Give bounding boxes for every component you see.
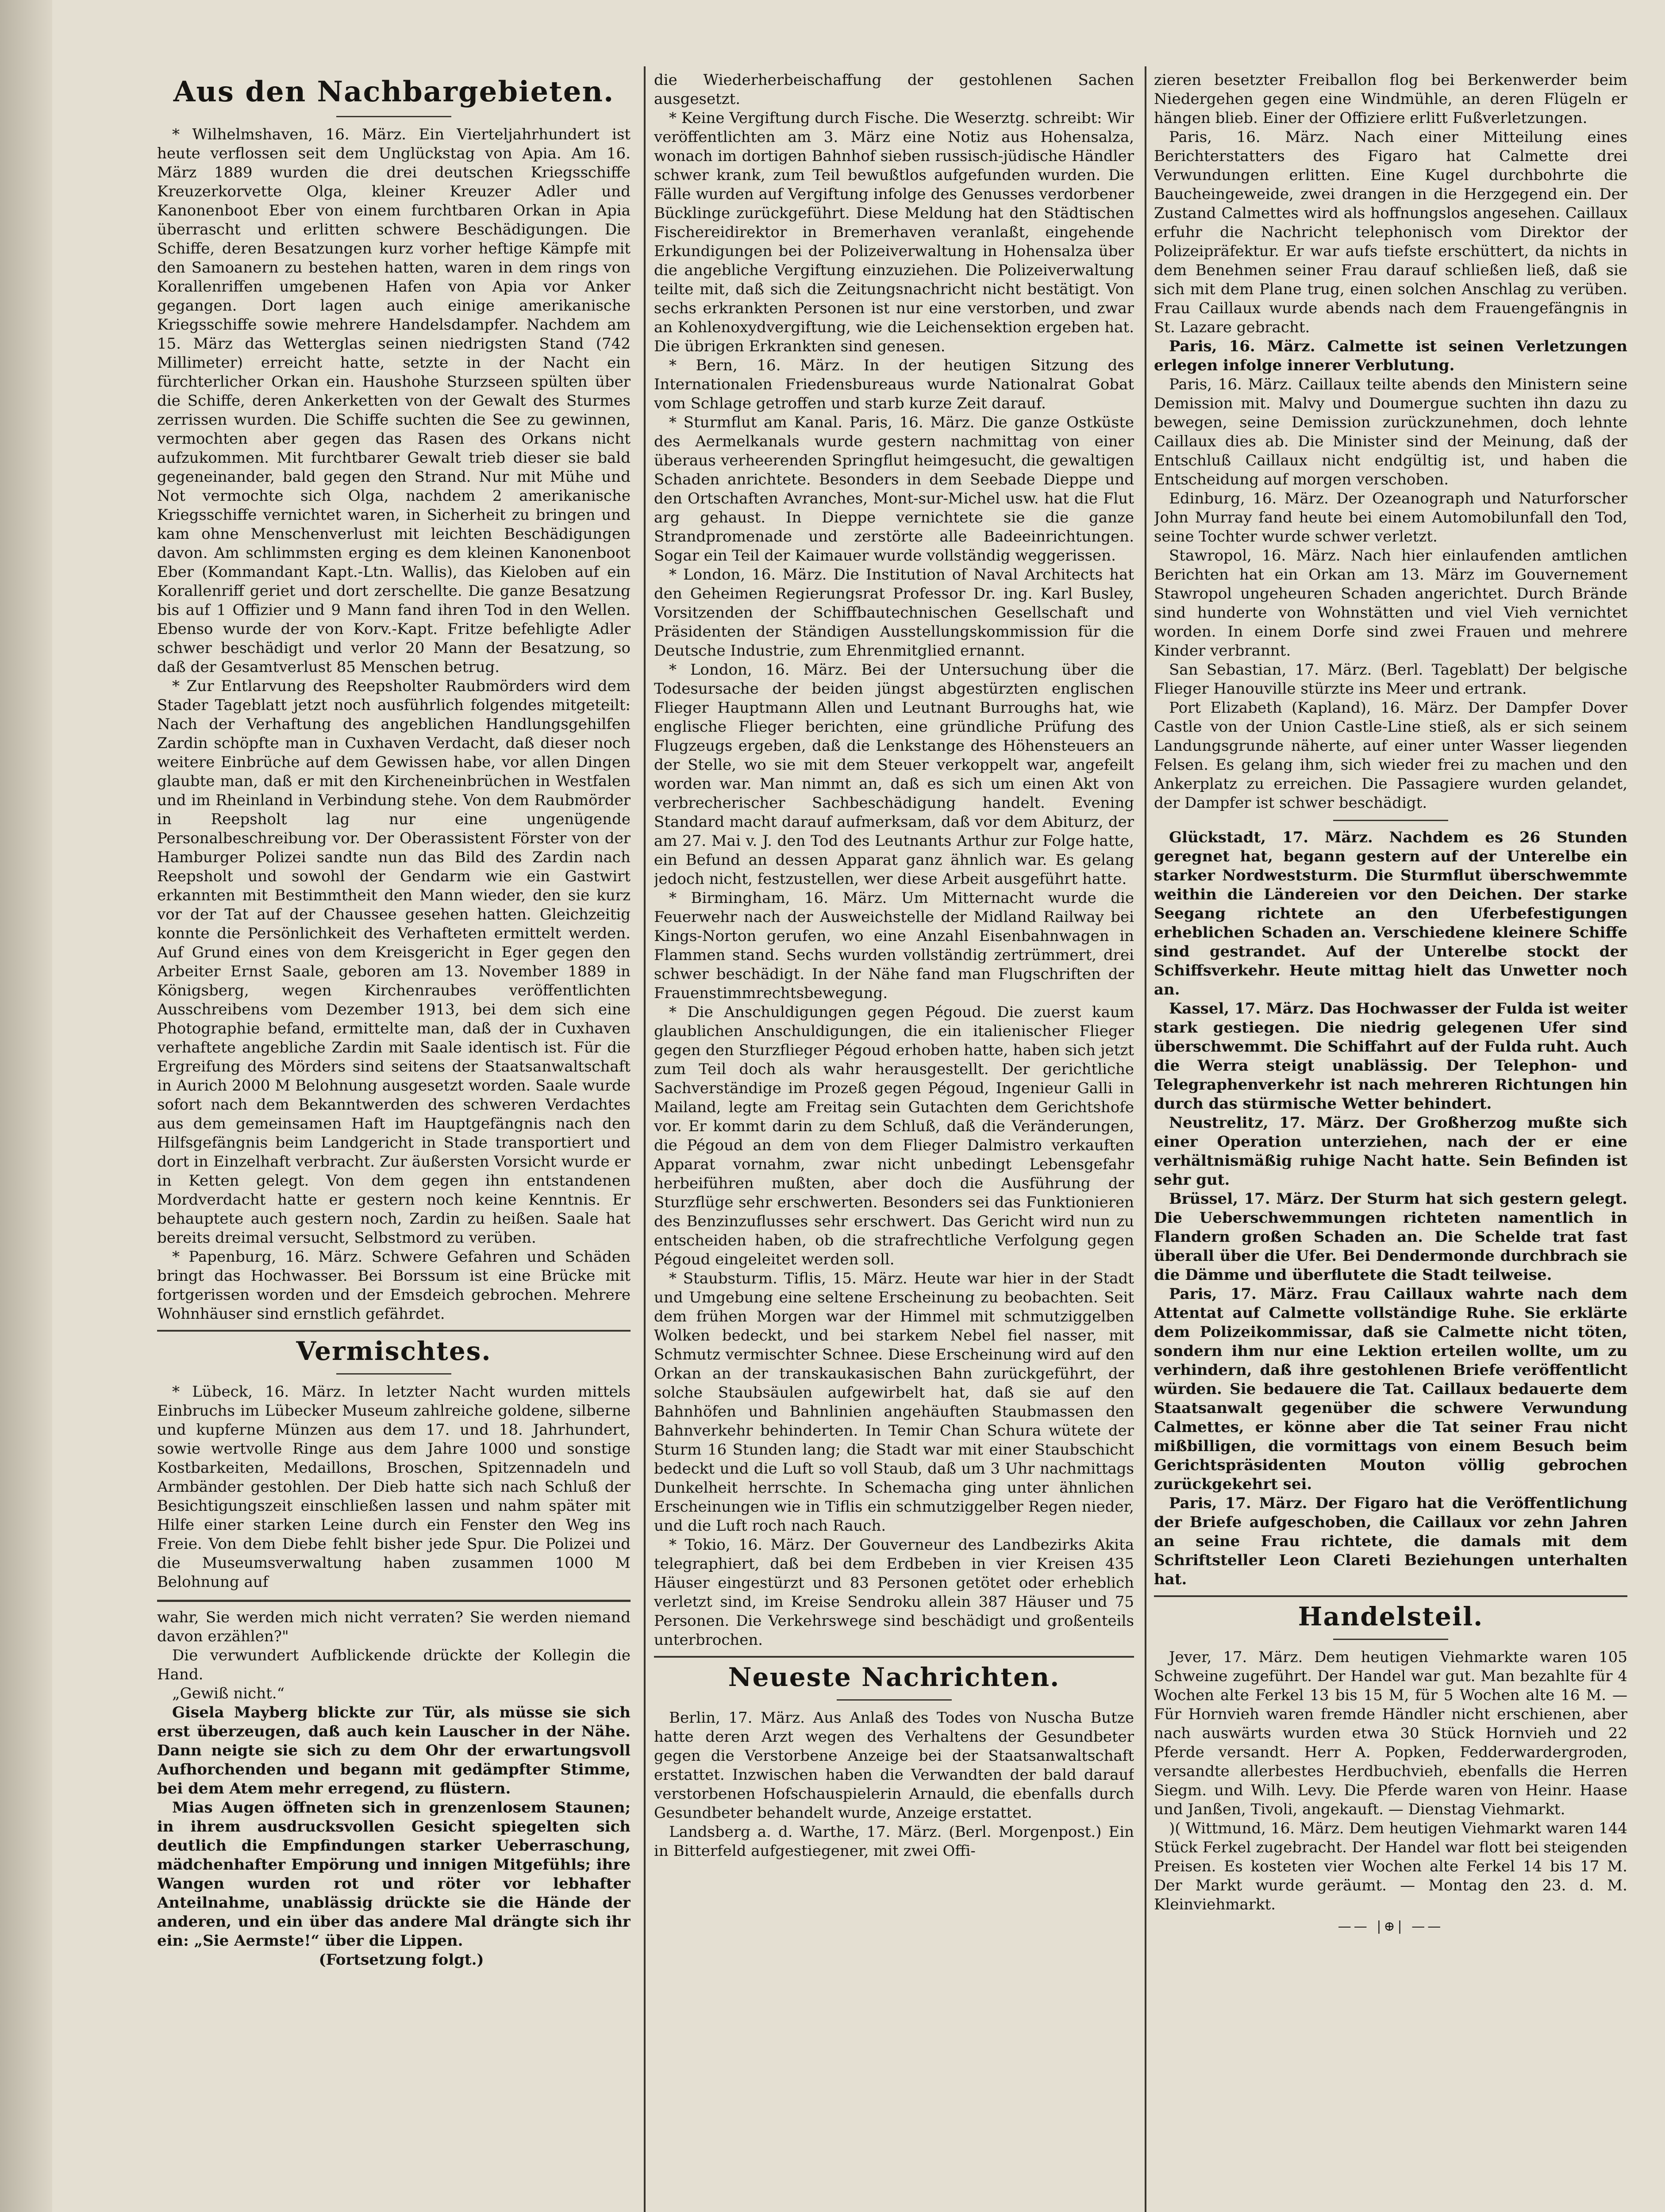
article-paris-5: Paris, 17. März. Der Figaro hat die Veröffentlichung der Briefe aufgeschoben, die Caillaux vor zehn Jahren an seine Frau richtete, die damals mit dem Schriftsteller Leon Clareti Beziehungen unterhalten hat. (1154, 1494, 1627, 1588)
heading-rule (837, 1699, 952, 1701)
article-tokio: * Tokio, 16. März. Der Gouverneur des Landbezirks Akita telegraphiert, daß bei dem Erdbeben in vier Kreisen 435 Häuser eingestürzt und 83 Personen getötet oder erheblich verletzt sind, im Kreise Sendroku allein 387 Häuser und 75 Personen. Die Verkehrswege sind beschädigt und großenteils unterbrochen. (654, 1536, 1134, 1649)
continued-note: (Fortsetzung folgt.) (319, 1951, 484, 1969)
article-continuation: die Wiederherbeischaffung der gestohlenen Sachen ausgesetzt. (654, 71, 1134, 108)
section-heading-nachbargebiete: Aus den Nachbargebieten. (173, 75, 615, 108)
column-3 (1154, 71, 1627, 2212)
article-birmingham: * Birmingham, 16. März. Um Mitternacht wurde die Feuerwehr nach der Ausweichstelle der Midland Railway bei Kings-Norton gerufen, wo eine Anzahl Eisenbahnwagen in Flammen stand. Sechs wurden vollständig zertrümmert, drei schwer beschädigt. In der Nähe fand man Flugschriften der Frauenstimmrechtsbewegung. (654, 889, 1134, 1002)
article-paris-2: Paris, 16. März. Calmette ist seinen Verletzungen erlegen infolge innerer Verblutung. (1154, 338, 1627, 374)
article-glueckstadt: Glückstadt, 17. März. Nachdem es 26 Stunden geregnet hat, begann gestern auf der Unterelbe ein starker Nordweststurm. Die Sturmflut überschwemmte weithin die Ländereien vor den Deichen. Der starke Seegang richtete an den Uferbefestigungen erheblichen Schaden an. Verschiedene kleinere Schiffe sind gestrandet. Auf der Unterelbe stockt der Schiffsverkehr. Heute mittag hielt das Unwetter noch an. (1154, 829, 1627, 998)
novel-text-4: Gisela Mayberg blickte zur Tür, als müsse sie sich erst überzeugen, daß auch kein Lauscher in der Nähe. Dann neigte sie sich zu dem Ohr der erwartungsvoll Aufhorchenden und begann mit gedämpfter Stimme, bei dem Atem mehr erregend, zu flüstern. (157, 1704, 631, 1797)
novel-text-5: Mias Augen öffneten sich in grenzenlosem Staunen; in ihrem ausdrucksvollen Gesicht spiegelten sich deutlich die Empfindungen starker Ueberraschung, mädchenhafter Empörung und innigen Mitgefühls; ihre Wangen wurden rot und röter vor lebhafter Anteilnahme, unablässig drückte sie die Hände der anderen, und ein über das andere Mal drängte sich ihr ein: „Sie Aermste!“ über die Lippen. (157, 1799, 631, 1950)
article-pegoud: * Die Anschuldigungen gegen Pégoud. Die zuerst kaum glaublichen Anschuldigungen, die ein italienischer Flieger gegen den Sturzflieger Pégoud erhoben hatte, haben sich jetzt zum Teil doch als wahr herausgestellt. Der gerichtliche Sachverständige im Prozeß gegen Pégoud, Ingenieur Galli in Mailand, legte am Freitag sein Gutachten dem Gerichtshofe vor. Er kommt darin zu dem Schluß, daß die Veränderungen, die Pégoud an dem von dem Flieger Dalmistro verkauften Apparat vornahm, zwar nicht unbedingt Lebensgefahr herbeiführen mußten, aber doch die Ausführung der Sturzflüge sehr erschwerten. Besonders sei das Funktionieren des Benzinzuflusses sehr erschwert. Das Gericht wird nun zu entscheiden haben, ob die strafrechtliche Verfolgung gegen Pégoud eingeleitet werden soll. (654, 1003, 1134, 1268)
article-sturmflut: * Sturmflut am Kanal. Paris, 16. März. Die ganze Ostküste des Aermelkanals wurde gestern nachmittag von einer überaus verheerenden Springflut heimgesucht, die gewaltigen Schaden anrichtete. Besonders in dem Seebade Dieppe und den Ortschaften Avranches, Mont-sur-Michel usw. hat die Flut arg gehaust. In Dieppe vernichtete sie die ganze Strandpromenade und zerstörte alle Badeeinrichtungen. Sogar ein Teil der Kaimauer wurde vollständig weggerissen. (654, 414, 1134, 565)
heading-rule (1333, 1639, 1448, 1640)
article-paris-4: Paris, 17. März. Frau Caillaux wahrte nach dem Attentat auf Calmette vollständige Ruhe. Sie erklärte dem Polizeikommissar, daß sie Calmette nicht töten, sondern ihm nur eine Lektion erteilen wollte, um zu verhindern, daß ihre gestohlenen Briefe veröffentlicht würden. Sie bedauere die Tat. Caillaux bedauerte dem Staatsanwalt gegenüber die schwere Verwundung Calmettes, er könne aber die Tat seiner Frau nicht mißbilligen, die vormittags von einem Besuch beim Gerichtspräsidenten Mouton völlig gebrochen zurückgekehrt sei. (1154, 1285, 1627, 1493)
end-ornament: —— |⊕| —— (1338, 1919, 1444, 1934)
article-freiballon: zieren besetzter Freiballon flog bei Berkenwerder beim Niedergehen gegen eine Windmühle, an deren Flügeln er hängen blieb. Einer der Offiziere erlitt Fußverletzungen. (1154, 71, 1627, 127)
article-paris-3: Paris, 16. März. Caillaux teilte abends den Ministern seine Demission mit. Malvy und Doumergue suchten ihn dazu zu bewegen, seine Demission zurückzunehmen, doch lehnte Caillaux dies ab. Die Minister sind der Meinung, daß der Entschluß Caillaux nicht endgültig ist, und haben die Entscheidung auf morgen verschoben. (1154, 376, 1627, 488)
article-paris-1: Paris, 16. März. Nach einer Mitteilung eines Berichterstatters des Figaro hat Calmette drei Verwundungen erlitten. Eine Kugel durchbohrte die Baucheingeweide, zwei drangen in die Herzgegend ein. Der Zustand Calmettes wird als hoffnungslos angesehen. Caillaux erfuhr die Nachricht telephonisch vom Direktor der Polizeipräfektur. Er war aufs tiefste erschüttert, da nichts in dem Benehmen seiner Frau darauf schließen ließ, daß sie sich mit dem Plane trug, einen solchen Anschlag zu verüben. Frau Caillaux wurde abends nach dem Frauengefängnis in St. Lazare gebracht. (1154, 128, 1627, 336)
article-luebeck: * Lübeck, 16. März. In letzter Nacht wurden mittels Einbruchs im Lübecker Museum zahlreiche goldene, silberne und kupferne Münzen aus dem 17. und 18. Jahrhundert, sowie wertvolle Ringe aus dem Jahre 1000 und sonstige Kostbarkeiten, Medaillons, Broschen, Spitzennadeln und Armbänder gestohlen. Der Dieb hatte sich nach Schluß der Besichtigungszeit einschließen lassen und nahm später mit Hilfe einer starken Leine durch ein Fenster den Weg ins Freie. Von dem Diebe fehlt bisher jede Spur. Die Polizei und die Museumsverwaltung haben zusammen 1000 M Belohnung auf (157, 1383, 631, 1591)
article-stawropol: Stawropol, 16. März. Nach hier einlaufenden amtlichen Berichten hat ein Orkan am 13. März im Gouvernement Stawropol ungeheuren Schaden angerichtet. Durch Brände sind hunderte von Wohnstätten und viel Vieh vernichtet worden. In einem Dorfe sind zwei Frauen und mehrere Kinder verbrannt. (1154, 547, 1627, 660)
novel-text-3: „Gewiß nicht.“ (172, 1685, 285, 1702)
section-divider (157, 1330, 631, 1332)
article-papenburg: * Papenburg, 16. März. Schwere Gefahren und Schäden bringt das Hochwasser. Bei Borssum ist eine Brücke mit fortgerissen worden und der Emsdeich gebrochen. Mehrere Wohnhäuser sind ernstlich gefährdet. (157, 1248, 631, 1323)
section-heading-handelsteil: Handelsteil. (1298, 1601, 1484, 1632)
column-divider-2 (1145, 66, 1146, 2212)
article-wilhelmshaven: * Wilhelmshaven, 16. März. Ein Vierteljahrhundert ist heute verflossen seit dem Unglückstag von Apia. Am 16. März 1889 wurden die drei deutschen Kriegsschiffe Kreuzerkorvette Olga, kleiner Kreuzer Adler und Kanonenboot Eber von einem furchtbaren Orkan in Apia überrascht und erlitten schwere Beschädigungen. Die Schiffe, deren Besatzungen kurz vorher heftige Kämpfe mit den Samoanern zu bestehen hatten, waren in dem rings von Korallenriffen umgebenen Hafen von Apia vor Anker gegangen. Dort lagen auch einige amerikanische Kriegsschiffe sowie mehrere Handelsdampfer. Nachdem am 15. März das Wetterglas seinen niedrigsten Stand (742 Millimeter) erreicht hatte, setzte in der Nacht ein fürchterlicher Orkan ein. Haushohe Sturzseen spülten über die Schiffe, deren Ankerketten von der Gewalt des Sturmes zerrissen wurden. Die Schiffe suchten die See zu gewinnen, vermochten aber gegen das Rasen des Orkans nicht aufzukommen. Mit furchtbarer Gewalt trieb dieser sie bald gegeneinander, bald gegen den Strand. Nur mit Mühe und Not vermochte sich Olga, nachdem 2 amerikanische Kriegsschiffe vernichtet waren, in Sicherheit zu bringen und kam ohne Menschenverlust mit leichten Beschädigungen davon. Am schlimmsten erging es dem kleinen Kanonenboot Eber (Kommandant Kapt.-Ltn. Wallis), das Kieloben auf ein Korallenriff geriet und dort zerschellte. Die ganze Besatzung bis auf 1 Offizier und 9 Mann fand ihren Tod in den Wellen. Ebenso wurde der von Korv.-Kapt. Fritze befehligte Adler schwer beschädigt und verlor 20 Mann der Besatzung, so daß der Gesamtverlust 85 Menschen betrug. (157, 126, 631, 676)
article-jever: Jever, 17. März. Dem heutigen Viehmarkte waren 105 Schweine zugeführt. Der Handel war gut. Man bezahlte für 4 Wochen alte Ferkel 13 bis 15 M, für 5 Wochen alte 16 M. — Für Hornvieh waren fremde Händler nicht erschienen, aber nach auswärts wurden etwa 30 Stück Hornvieh und 22 Pferde versandt. Herr A. Popken, Fedderwardergroden, versandte allerbestes Herdbuchvieh, ebenfalls die Herren Siegm. und Wilh. Levy. Die Pferde waren von Heinr. Haase und Janßen, Tivoli, angekauft. — Dienstag Viehmarkt. (1154, 1648, 1627, 1818)
article-berlin: Berlin, 17. März. Aus Anlaß des Todes von Nuscha Butze hatte deren Arzt wegen des Verhaltens der Gesundbeter gegen die Verstorbene Anzeige bei der Staatsanwaltschaft erstattet. Inzwischen haben die Verwandten der bald darauf verstorbenen Hofschauspielerin Arnauld, die ebenfalls durch Gesundbeter behandelt wurde, Anzeige erstattet. (654, 1709, 1134, 1822)
article-london-1: * London, 16. März. Die Institution of Naval Architects hat den Geheimen Regierungsrat Professor Dr. ing. Karl Busley, Vorsitzenden der Schiffbautechnischen Gesellschaft und Präsidenten der Ständigen Ausstellungskommission für die Deutsche Industrie, zum Ehrenmitglied ernannt. (654, 566, 1134, 660)
article-bern: * Bern, 16. März. In der heutigen Sitzung des Internationalen Friedensbureaus wurde Nationalrat Gobat vom Schlage getroffen und starb kurze Zeit darauf. (654, 357, 1134, 412)
section-heading-vermischtes: Vermischtes. (296, 1336, 492, 1366)
article-kassel: Kassel, 17. März. Das Hochwasser der Fulda ist weiter stark gestiegen. Die niedrig gelegenen Ufer sind überschwemmt. Die Schiffahrt auf der Fulda ruht. Auch die Werra steigt unablässig. Der Telephon- und Telegraphenverkehr ist nach mehreren Richtungen hin durch das stürmische Wetter behindert. (1154, 1000, 1627, 1113)
article-bruessel: Brüssel, 17. März. Der Sturm hat sich gestern gelegt. Die Ueberschwemmungen richteten namentlich in Flandern großen Schaden an. Die Schelde trat fast überall über die Ufer. Bei Dendermonde durchbrach sie die Dämme und überflutete die Stadt teilweise. (1154, 1190, 1627, 1284)
article-edinburg: Edinburg, 16. März. Der Ozeanograph und Naturforscher John Murray fand heute bei einem Automobilunfall den Tod, seine Tochter wurde schwer verletzt. (1154, 490, 1627, 545)
column-2 (654, 71, 1134, 2212)
news-divider (1333, 820, 1448, 821)
article-port-elizabeth: Port Elizabeth (Kapland), 16. März. Der Dampfer Dover Castle von der Union Castle-Line stieß, als er sich seinem Landungsgrunde näherte, auf einer unter Wasser liegenden Felsen. Es gelang ihm, sich wieder frei zu machen und den Ankerplatz zu erreichen. Die Passagiere wurden gelandet, der Dampfer ist schwer beschädigt. (1154, 699, 1627, 812)
article-wittmund: )( Wittmund, 16. März. Dem heutigen Viehmarkt waren 144 Stück Ferkel zugebracht. Der Handel war flott bei steigenden Preisen. Es kosteten vier Wochen alte Ferkel 14 bis 17 M. Der Markt wurde geräumt. — Montag den 23. d. M. Kleinviehmarkt. (1154, 1820, 1627, 1913)
heading-rule (336, 116, 451, 117)
section-heading-neueste: Neueste Nachrichten. (728, 1662, 1060, 1692)
article-staubsturm: * Staubsturm. Tiflis, 15. März. Heute war hier in der Stadt und Umgebung eine seltene Erscheinung zu beobachten. Seit dem frühen Morgen war der Himmel mit schmutziggelben Wolken bedeckt, und bei starkem Nebel fiel nasser, mit Schmutz vermischter Schnee. Diese Erscheinung wird auf den Orkan an der transkaukasischen Bahn zurückgeführt, der solche Staubsäulen aufgewirbelt hat, daß sie auf den Bahnhöfen und Bahnlinien angehäuften Staubmassen den Bahnverkehr behinderten. In Temir Chan Schura wütete der Sturm 16 Stunden lang; die Stadt war mit einer Staubschicht bedeckt und die Luft so voll Staub, daß um 3 Uhr nachmittags Dunkelheit herrschte. In Schemacha ging unter ähnlichen Erscheinungen wie in Tiflis ein schmutziggelber Regen nieder, und die Luft roch nach Rauch. (654, 1270, 1134, 1535)
page-gutter (0, 0, 52, 2212)
novel-text-1: wahr, Sie werden mich nicht verraten? Sie werden niemand davon erzählen?" (157, 1609, 631, 1645)
novel-text-2: Die verwundert Aufblickende drückte der Kollegin die Hand. (157, 1647, 631, 1683)
column-divider-1 (644, 66, 646, 2212)
column-1 (157, 71, 631, 2212)
article-san-sebastian: San Sebastian, 17. März. (Berl. Tageblatt) Der belgische Flieger Hanouville stürzte ins Meer und ertrank. (1154, 661, 1627, 698)
article-landsberg: Landsberg a. d. Warthe, 17. März. (Berl. Morgenpost.) Ein in Bitterfeld aufgestiegener, mit zwei Offi- (654, 1823, 1134, 1860)
article-fische: * Keine Vergiftung durch Fische. Die Weserztg. schreibt: Wir veröffentlichten am 3. März eine Notiz aus Hohensalza, wonach im dortigen Bahnhof sieben russisch-jüdische Händler schwer krank, zum Teil bewußtlos aufgefunden wurden. Die Fälle wurden auf Vergiftung infolge des Genusses verdorbener Bücklinge zurückgeführt. Diese Meldung hat den Städtischen Fischereidirektor in Bremerhaven veranlaßt, eingehende Erkundigungen bei der Polizeiverwaltung in Hohensalza über die angebliche Vergiftung einzuziehen. Die Polizeiverwaltung teilte mit, daß sich die Zeitungsnachricht nicht bestätigt. Von sechs erkrankten Personen ist nur eine verstorben, und zwar an Kohlenoxydvergiftung, wie die Leichensektion ergeben hat. Die übrigen Erkrankten sind genesen. (654, 109, 1134, 355)
article-reepsholt: * Zur Entlarvung des Reepsholter Raubmörders wird dem Stader Tageblatt jetzt noch ausführlich folgendes mitgeteilt: Nach der Verhaftung des angeblichen Handlungsgehilfen Zardin schöpfte man in Cuxhaven Verdacht, daß dieser noch weitere Einbrüche auf dem Gewissen habe, vor allen Dingen glaubte man, daß er mit den Kircheneinbrüchen in Westfalen und im Rheinland in Verbindung stehe. Von dem Raubmörder in Reepsholt lag nur eine ungenügende Personalbeschreibung vor. Der Oberassistent Förster von der Hamburger Polizei sandte nun das Bild des Zardin nach Reepsholt und sowohl der Gendarm wie ein Gastwirt erkannten mit Bestimmtheit den Mann wieder, den sie kurz vor der Tat auf der Chaussee gesehen hatten. Gleichzeitig konnte die Persönlichkeit des Verhafteten ermittelt werden. Auf Grund eines von dem Kreisgericht in Eger gegen den Arbeiter Ernst Saale, geboren am 13. November 1889 in Königsberg, wegen Kirchenraubes veröffentlichten Ausschreibens vom Dezember 1913, bei dem sich eine Photographie befand, ermittelte man, daß der in Cuxhaven verhaftete angebliche Zardin mit Saale identisch ist. Für die Ergreifung des Mörders sind seitens der Staatsanwaltschaft in Aurich 2000 M Belohnung ausgesetzt worden. Saale wurde sofort nach dem Bekanntwerden des schweren Verdachtes aus dem gemeinsamen Haft im Hauptgefängnis nach den Hilfsgefängnis beim Landgericht in Stade transportiert und dort in Einzelhaft verbracht. Zur äußersten Vorsicht wurde er in Ketten gelegt. Von dem gegen ihn entstandenen Mordverdacht hatte er gestern noch keine Kenntnis. Er behauptete auch gestern noch, Zardin zu heißen. Saale hat bereits dreimal versucht, Selbstmord zu verüben. (157, 677, 631, 1247)
heading-rule (336, 1373, 451, 1375)
article-neustrelitz: Neustrelitz, 17. März. Der Großherzog mußte sich einer Operation unterziehen, nach der er eine verhältnismäßig ruhige Nacht hatte. Sein Befinden ist sehr gut. (1154, 1114, 1627, 1189)
section-divider (654, 1656, 1134, 1658)
section-divider (1154, 1595, 1627, 1597)
article-london-2: * London, 16. März. Bei der Untersuchung über die Todesursache der beiden jüngst abgestürzten englischen Flieger Hauptmann Allen und Leutnant Burroughs hat, wie englische Flieger berichten, eine gründliche Prüfung des Flugzeugs ergeben, daß die Lenkstange des Höhensteuers an der Stelle, wo sie mit dem Steuer verkoppelt war, angefeilt worden war. Man nimmt an, daß es sich um einen Akt von verbrecherischer Sachbeschädigung handelt. Evening Standard macht darauf aufmerksam, daß vor dem Abiturz, der am 27. Mai v. J. den Tod des Leutnants Arthur zur Folge hatte, ein Befund an dessen Apparat ganz ähnlich war. Es gelang jedoch nicht, festzustellen, wer diese Arbeit ausgeführt hatte. (654, 661, 1134, 888)
feuilleton-divider (157, 1600, 631, 1602)
